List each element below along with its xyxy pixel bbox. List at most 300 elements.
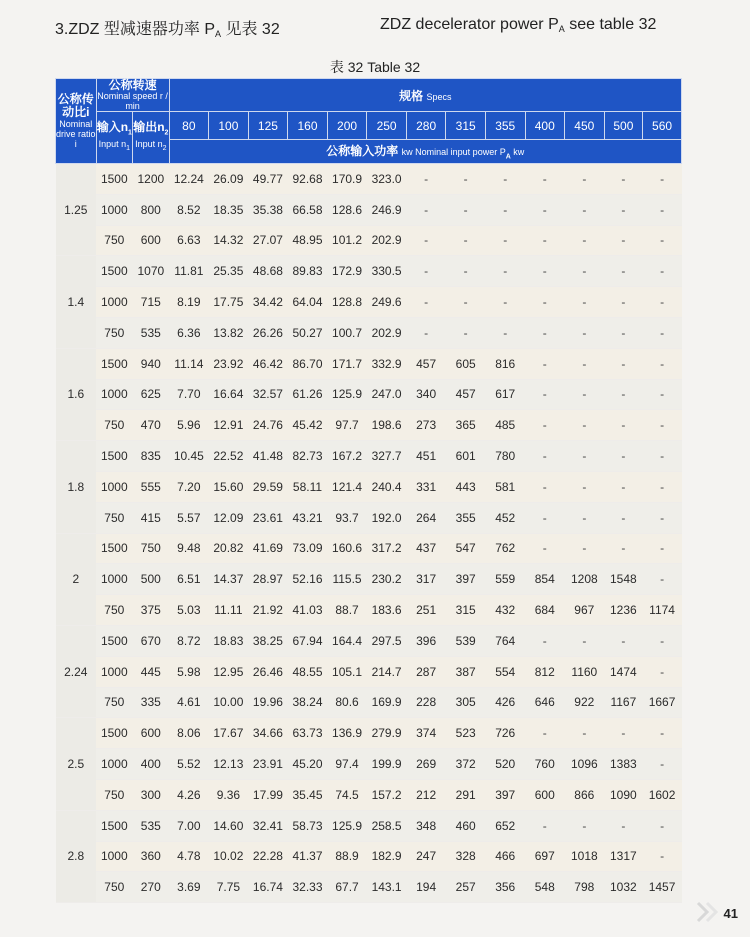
input-speed-cell: 750 — [96, 225, 133, 256]
output-speed-cell: 670 — [133, 625, 170, 656]
power-cell: 297.5 — [367, 625, 407, 656]
power-cell: 182.9 — [367, 841, 407, 872]
power-cell: - — [565, 225, 605, 256]
power-cell: 22.28 — [248, 841, 288, 872]
power-cell: 97.4 — [327, 749, 367, 780]
table-row — [56, 564, 682, 595]
power-cell: 762 — [485, 533, 525, 564]
power-cell: 816 — [485, 348, 525, 379]
input-speed-cell: 1500 — [96, 810, 133, 841]
power-cell: 646 — [525, 687, 565, 718]
input-speed-cell: 1000 — [96, 841, 133, 872]
power-cell: 10.00 — [209, 687, 249, 718]
power-cell: 86.70 — [288, 348, 328, 379]
power-cell: 35.38 — [248, 194, 288, 225]
power-cell: 581 — [485, 471, 525, 502]
power-cell: 125.9 — [327, 810, 367, 841]
power-cell: 327.7 — [367, 441, 407, 472]
power-cell: 798 — [565, 872, 605, 903]
power-cell: 4.26 — [169, 779, 209, 810]
power-cell: 101.2 — [327, 225, 367, 256]
power-cell: 11.11 — [209, 595, 249, 626]
power-cell: 143.1 — [367, 872, 407, 903]
spec-header: 280 — [406, 112, 446, 140]
power-cell: 485 — [485, 410, 525, 441]
spec-header: 80 — [169, 112, 209, 140]
power-cell: 43.21 — [288, 502, 328, 533]
spec-header: 125 — [248, 112, 288, 140]
power-cell: 397 — [446, 564, 486, 595]
power-cell: - — [565, 317, 605, 348]
power-cell: 240.4 — [367, 471, 407, 502]
power-cell: - — [406, 256, 446, 287]
input-speed-cell: 1500 — [96, 625, 133, 656]
power-cell: 348 — [406, 810, 446, 841]
power-cell: - — [604, 164, 643, 195]
power-cell: - — [565, 287, 605, 318]
power-cell: 100.7 — [327, 317, 367, 348]
power-cell: - — [485, 225, 525, 256]
heading-chinese: 3.ZDZ 型减速器功率 $P_A$ 见表 32 — [55, 21, 280, 39]
power-cell: 14.32 — [209, 225, 249, 256]
power-cell: 34.66 — [248, 718, 288, 749]
power-cell: - — [643, 287, 682, 318]
power-cell: 128.6 — [327, 194, 367, 225]
power-cell: - — [446, 194, 486, 225]
power-cell: 8.72 — [169, 625, 209, 656]
power-cell: - — [525, 164, 565, 195]
power-cell: 9.48 — [169, 533, 209, 564]
output-speed-cell: 555 — [133, 471, 170, 502]
power-cell: - — [446, 225, 486, 256]
power-cell: 437 — [406, 533, 446, 564]
power-cell: 22.52 — [209, 441, 249, 472]
power-cell: - — [643, 841, 682, 872]
power-cell: 520 — [485, 749, 525, 780]
output-speed-cell: 1200 — [133, 164, 170, 195]
power-cell: - — [604, 225, 643, 256]
power-cell: 287 — [406, 656, 446, 687]
table-row — [56, 502, 682, 533]
power-cell: 5.57 — [169, 502, 209, 533]
power-cell: 12.91 — [209, 410, 249, 441]
power-cell: 8.52 — [169, 194, 209, 225]
power-cell: - — [525, 441, 565, 472]
power-cell: 1383 — [604, 749, 643, 780]
chevron-right-icon — [696, 901, 722, 923]
power-cell: 12.13 — [209, 749, 249, 780]
power-cell: 93.7 — [327, 502, 367, 533]
input-speed-cell: 750 — [96, 410, 133, 441]
power-cell: - — [525, 410, 565, 441]
power-cell: 5.52 — [169, 749, 209, 780]
power-cell: 5.03 — [169, 595, 209, 626]
input-speed-cell: 1000 — [96, 656, 133, 687]
power-cell: 63.73 — [288, 718, 328, 749]
power-cell: 32.41 — [248, 810, 288, 841]
power-cell: - — [525, 348, 565, 379]
spec-header: 450 — [565, 112, 605, 140]
power-cell: 92.68 — [288, 164, 328, 195]
power-cell: - — [643, 410, 682, 441]
power-cell: 967 — [565, 595, 605, 626]
power-cell: - — [643, 656, 682, 687]
power-cell: - — [406, 287, 446, 318]
power-cell: 164.4 — [327, 625, 367, 656]
output-speed-cell: 375 — [133, 595, 170, 626]
power-cell: 23.61 — [248, 502, 288, 533]
power-cell: 32.33 — [288, 872, 328, 903]
power-cell: 41.69 — [248, 533, 288, 564]
input-speed-cell: 750 — [96, 779, 133, 810]
output-speed-cell: 625 — [133, 379, 170, 410]
power-cell: 1032 — [604, 872, 643, 903]
power-cell: 7.20 — [169, 471, 209, 502]
power-cell: 12.95 — [209, 656, 249, 687]
table-row — [56, 410, 682, 441]
power-cell: 66.58 — [288, 194, 328, 225]
power-cell: 41.37 — [288, 841, 328, 872]
output-speed-cell: 1070 — [133, 256, 170, 287]
header-input-speed: 输入$n_1$ Input $n_1$ — [96, 112, 133, 164]
power-cell: 697 — [525, 841, 565, 872]
power-cell: 8.19 — [169, 287, 209, 318]
power-cell: 170.9 — [327, 164, 367, 195]
input-speed-cell: 750 — [96, 317, 133, 348]
power-cell: 6.36 — [169, 317, 209, 348]
power-cell: 396 — [406, 625, 446, 656]
power-cell: - — [485, 256, 525, 287]
power-cell: 12.24 — [169, 164, 209, 195]
power-cell: 230.2 — [367, 564, 407, 595]
power-cell: 15.60 — [209, 471, 249, 502]
power-cell: 6.51 — [169, 564, 209, 595]
power-cell: 355 — [446, 502, 486, 533]
power-cell: 13.82 — [209, 317, 249, 348]
input-speed-cell: 1500 — [96, 441, 133, 472]
power-cell: 6.63 — [169, 225, 209, 256]
ratio-cell: 1.4 — [56, 256, 97, 348]
power-cell: 8.06 — [169, 718, 209, 749]
power-cell: 38.25 — [248, 625, 288, 656]
power-cell: 1457 — [643, 872, 682, 903]
power-cell: - — [604, 810, 643, 841]
table-row — [56, 164, 682, 195]
power-cell: 1096 — [565, 749, 605, 780]
power-cell: 854 — [525, 564, 565, 595]
output-speed-cell: 445 — [133, 656, 170, 687]
power-cell: - — [565, 164, 605, 195]
power-cell: 11.14 — [169, 348, 209, 379]
spec-header: 500 — [604, 112, 643, 140]
power-cell: - — [565, 718, 605, 749]
power-cell: - — [643, 164, 682, 195]
power-cell: 183.6 — [367, 595, 407, 626]
power-cell: 45.20 — [288, 749, 328, 780]
power-cell: 279.9 — [367, 718, 407, 749]
input-speed-cell: 1000 — [96, 471, 133, 502]
power-cell: - — [565, 471, 605, 502]
heading-english: ZDZ decelerator power $P_A$ see table 32 — [380, 16, 657, 34]
power-cell: 29.59 — [248, 471, 288, 502]
power-cell: - — [525, 718, 565, 749]
power-cell: 317.2 — [367, 533, 407, 564]
table-row — [56, 348, 682, 379]
power-cell: - — [643, 533, 682, 564]
table-row — [56, 841, 682, 872]
power-cell: 198.6 — [367, 410, 407, 441]
ratio-cell: 1.8 — [56, 441, 97, 533]
ratio-cell: 2.24 — [56, 625, 97, 717]
power-cell: - — [643, 225, 682, 256]
power-cell: 41.48 — [248, 441, 288, 472]
power-cell: 7.70 — [169, 379, 209, 410]
table-row — [56, 718, 682, 749]
output-speed-cell: 300 — [133, 779, 170, 810]
power-cell: 121.4 — [327, 471, 367, 502]
power-cell: 82.73 — [288, 441, 328, 472]
power-cell: 80.6 — [327, 687, 367, 718]
power-cell: - — [565, 625, 605, 656]
power-cell: 157.2 — [367, 779, 407, 810]
power-cell: 548 — [525, 872, 565, 903]
power-cell: 764 — [485, 625, 525, 656]
power-cell: 7.00 — [169, 810, 209, 841]
power-cell: 14.37 — [209, 564, 249, 595]
power-cell: 58.73 — [288, 810, 328, 841]
power-cell: 331 — [406, 471, 446, 502]
header-speed: 公称转速 Nominal speed r / min — [97, 78, 168, 111]
power-cell: - — [643, 441, 682, 472]
power-cell: 17.75 — [209, 287, 249, 318]
power-cell: - — [604, 317, 643, 348]
power-cell: - — [525, 194, 565, 225]
power-cell: 16.64 — [209, 379, 249, 410]
power-cell: - — [643, 317, 682, 348]
power-cell: - — [525, 810, 565, 841]
power-cell: 26.46 — [248, 656, 288, 687]
power-cell: 172.9 — [327, 256, 367, 287]
power-cell: 17.67 — [209, 718, 249, 749]
power-cell: - — [446, 317, 486, 348]
power-cell: - — [406, 164, 446, 195]
table-row — [56, 317, 682, 348]
power-cell: 3.69 — [169, 872, 209, 903]
power-cell: 457 — [446, 379, 486, 410]
power-cell: - — [643, 625, 682, 656]
power-cell: - — [525, 256, 565, 287]
power-cell: 136.9 — [327, 718, 367, 749]
power-cell: 1474 — [604, 656, 643, 687]
power-cell: 160.6 — [327, 533, 367, 564]
power-cell: 1602 — [643, 779, 682, 810]
power-cell: 14.60 — [209, 810, 249, 841]
power-cell: 247.0 — [367, 379, 407, 410]
spec-header: 400 — [525, 112, 565, 140]
power-cell: 1090 — [604, 779, 643, 810]
output-speed-cell: 415 — [133, 502, 170, 533]
power-cell: - — [604, 625, 643, 656]
power-cell: 652 — [485, 810, 525, 841]
spec-header: 355 — [485, 112, 525, 140]
power-cell: - — [525, 379, 565, 410]
power-cell: 554 — [485, 656, 525, 687]
power-cell: 1317 — [604, 841, 643, 872]
table-body — [56, 164, 682, 903]
power-cell: - — [643, 810, 682, 841]
power-cell: - — [525, 502, 565, 533]
power-cell: - — [604, 287, 643, 318]
power-cell: 48.55 — [288, 656, 328, 687]
power-cell: - — [604, 256, 643, 287]
power-cell: - — [565, 256, 605, 287]
table-row — [56, 625, 682, 656]
power-cell: 20.82 — [209, 533, 249, 564]
header-power: 公称输入功率 kw Nominal input power $P_A$ kw — [169, 140, 681, 164]
power-cell: - — [604, 441, 643, 472]
power-cell: 32.57 — [248, 379, 288, 410]
power-cell: 451 — [406, 441, 446, 472]
power-cell: - — [604, 348, 643, 379]
power-cell: 257 — [446, 872, 486, 903]
input-speed-cell: 1000 — [96, 564, 133, 595]
power-cell: 10.02 — [209, 841, 249, 872]
spec-header: 200 — [327, 112, 367, 140]
page-heading — [55, 16, 735, 42]
power-cell: 356 — [485, 872, 525, 903]
power-cell: 125.9 — [327, 379, 367, 410]
header-ratio: 公称传动比i Nominal drive ratio i — [56, 79, 97, 164]
power-cell: 365 — [446, 410, 486, 441]
power-cell: - — [604, 533, 643, 564]
table-row — [56, 595, 682, 626]
power-cell: - — [565, 441, 605, 472]
power-cell: 18.83 — [209, 625, 249, 656]
input-speed-cell: 1500 — [96, 348, 133, 379]
table-row — [56, 779, 682, 810]
spec-header: 560 — [643, 112, 682, 140]
power-cell: 88.9 — [327, 841, 367, 872]
power-cell: - — [604, 502, 643, 533]
power-cell: 1236 — [604, 595, 643, 626]
power-cell: 812 — [525, 656, 565, 687]
input-speed-cell: 750 — [96, 872, 133, 903]
power-cell: 1667 — [643, 687, 682, 718]
power-cell: 432 — [485, 595, 525, 626]
power-cell: 16.74 — [248, 872, 288, 903]
table-row — [56, 256, 682, 287]
output-speed-cell: 500 — [133, 564, 170, 595]
input-speed-cell: 1000 — [96, 379, 133, 410]
power-cell: 460 — [446, 810, 486, 841]
power-cell: - — [604, 718, 643, 749]
power-cell: 1548 — [604, 564, 643, 595]
table-row — [56, 533, 682, 564]
power-cell: - — [643, 348, 682, 379]
power-cell: 457 — [406, 348, 446, 379]
power-cell: 523 — [446, 718, 486, 749]
power-cell: - — [525, 471, 565, 502]
power-cell: 1174 — [643, 595, 682, 626]
power-cell: - — [565, 502, 605, 533]
power-cell: 26.26 — [248, 317, 288, 348]
power-cell: 38.24 — [288, 687, 328, 718]
power-cell: 212 — [406, 779, 446, 810]
power-cell: 105.1 — [327, 656, 367, 687]
output-speed-cell: 400 — [133, 749, 170, 780]
table-row — [56, 471, 682, 502]
power-cell: - — [604, 410, 643, 441]
power-cell: 600 — [525, 779, 565, 810]
power-cell: - — [525, 225, 565, 256]
output-speed-cell: 270 — [133, 872, 170, 903]
spec-header: 160 — [288, 112, 328, 140]
header-specs: 规格 Specs — [169, 79, 681, 112]
input-speed-cell: 750 — [96, 502, 133, 533]
power-cell: 4.78 — [169, 841, 209, 872]
table-row — [56, 749, 682, 780]
power-cell: - — [643, 718, 682, 749]
input-speed-cell: 1500 — [96, 256, 133, 287]
power-cell: 426 — [485, 687, 525, 718]
power-cell: 317 — [406, 564, 446, 595]
spec-header: 100 — [209, 112, 249, 140]
input-speed-cell: 1000 — [96, 749, 133, 780]
power-cell: 171.7 — [327, 348, 367, 379]
spec-header: 250 — [367, 112, 407, 140]
power-cell: 199.9 — [367, 749, 407, 780]
power-cell: 601 — [446, 441, 486, 472]
power-cell: 443 — [446, 471, 486, 502]
header-output-speed: 输出$n_2$ Input $n_2$ — [133, 112, 170, 164]
power-cell: 5.98 — [169, 656, 209, 687]
power-cell: - — [643, 564, 682, 595]
power-cell: - — [525, 287, 565, 318]
power-cell: 28.97 — [248, 564, 288, 595]
power-cell: - — [525, 533, 565, 564]
table-row — [56, 441, 682, 472]
output-speed-cell: 600 — [133, 225, 170, 256]
power-cell: 247 — [406, 841, 446, 872]
table-row — [56, 379, 682, 410]
spec-header: 315 — [446, 112, 486, 140]
power-cell: 251 — [406, 595, 446, 626]
power-cell: 4.61 — [169, 687, 209, 718]
output-speed-cell: 750 — [133, 533, 170, 564]
table-row — [56, 287, 682, 318]
power-cell: 264 — [406, 502, 446, 533]
power-cell: 48.68 — [248, 256, 288, 287]
power-cell: 328 — [446, 841, 486, 872]
power-cell: 11.81 — [169, 256, 209, 287]
power-cell: 192.0 — [367, 502, 407, 533]
power-cell: - — [565, 810, 605, 841]
power-table — [55, 78, 682, 903]
power-cell: 7.75 — [209, 872, 249, 903]
power-cell: 50.27 — [288, 317, 328, 348]
power-cell: - — [565, 379, 605, 410]
power-cell: - — [485, 287, 525, 318]
power-cell: 1208 — [565, 564, 605, 595]
ratio-cell: 2.8 — [56, 810, 97, 902]
power-cell: 258.5 — [367, 810, 407, 841]
power-cell: 24.76 — [248, 410, 288, 441]
power-cell: 167.2 — [327, 441, 367, 472]
output-speed-cell: 360 — [133, 841, 170, 872]
power-cell: - — [604, 194, 643, 225]
power-cell: 866 — [565, 779, 605, 810]
power-cell: 214.7 — [367, 656, 407, 687]
